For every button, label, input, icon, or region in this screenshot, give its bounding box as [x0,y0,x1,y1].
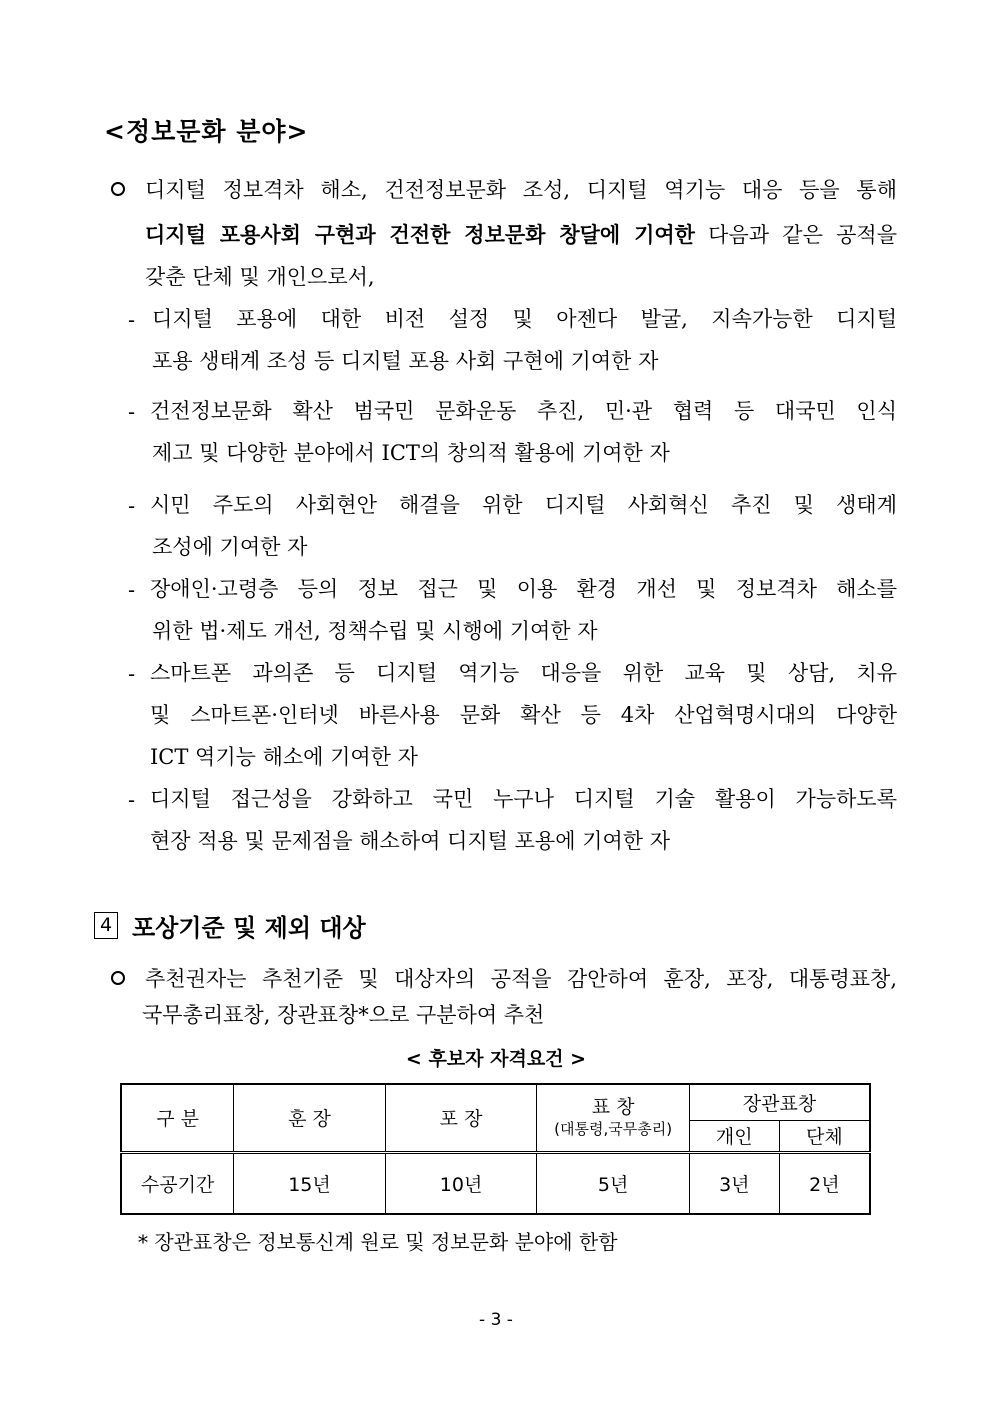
cell-badge: 10년 [385,1152,537,1214]
item-2-line-2: 제고 및 다양한 분야에서 ICT의 창의적 활용에 기여한 자 [152,441,670,465]
header-medal: 훈 장 [234,1084,386,1152]
item-4-line-2: 위한 법·제도 개선, 정책수립 및 시행에 기여한 자 [152,619,598,643]
cell-group: 2년 [779,1152,870,1214]
item-5-line-1: 스마트폰 과의존 등 디지털 역기능 대응을 위한 교육 및 상담, 치유 [150,661,897,685]
cell-medal: 15년 [234,1152,386,1214]
table-caption: < 후보자 자격요건 > [405,1048,587,1070]
section-4-title: 포상기준 및 제외 대상 [132,913,366,942]
circle-bullet-icon [111,182,125,196]
section-4-line-1: 추천권자는 추천기준 및 대상자의 공적을 감안하여 훈장, 포장, 대통령표창, [145,967,897,991]
intro-line-3: 갖춘 단체 및 개인으로서, [145,265,375,289]
item-3-line-2: 조성에 기여한 자 [152,535,308,559]
item-2-line-1: 건전정보문화 확산 범국민 문화운동 추진, 민·관 협력 등 대국민 인식 [150,399,897,423]
item-3-line-1: 시민 주도의 사회현안 해결을 위한 디지털 사회혁신 추진 및 생태계 [150,493,897,517]
item-1-line-1: 디지털 포용에 대한 비전 설정 및 아젠다 발굴, 지속가능한 디지털 [152,307,897,331]
header-individual: 개인 [689,1120,779,1152]
dash-bullet: - [128,788,136,812]
item-6-line-2: 현장 적용 및 문제점을 해소하여 디지털 포용에 기여한 자 [150,829,670,853]
item-4-line-1: 장애인·고령층 등의 정보 접근 및 이용 환경 개선 및 정보격차 해소를 [150,577,897,601]
header-commendation-sub: (대통령,국무총리) [554,1119,673,1138]
section-title: <정보문화 분야> [104,117,309,146]
footnote: * 장관표창은 정보통신계 원로 및 정보문화 분야에 한함 [138,1230,618,1254]
item-1-line-2: 포용 생태계 조성 등 디지털 포용 사회 구현에 기여한 자 [152,349,659,373]
header-commendation-label: 표 창 [591,1095,635,1118]
circle-bullet-icon [111,971,125,985]
item-5-line-3: ICT 역기능 해소에 기여한 자 [150,745,418,769]
intro-line-2 [145,220,897,250]
page-number: - 3 - [479,1310,513,1330]
intro-bold: 디지털 포용사회 구현과 건전한 정보문화 창달에 기여한 [145,222,695,247]
item-5-line-2: 및 스마트폰·인터넷 바른사용 문화 확산 등 4차 산업혁명시대의 다양한 [150,703,897,727]
header-commendation [537,1084,690,1152]
row-label: 수공기간 [121,1152,234,1214]
dash-bullet: - [128,578,136,602]
intro-line-1: 디지털 정보격차 해소, 건전정보문화 조성, 디지털 역기능 대응 등을 통해 [145,178,897,202]
dash-bullet: - [128,308,136,332]
cell-commendation: 5년 [537,1152,690,1214]
dash-bullet: - [128,400,136,424]
dash-bullet: - [128,662,136,686]
header-group: 단체 [779,1120,870,1152]
cell-individual: 3년 [689,1152,779,1214]
header-category: 구 분 [121,1084,234,1152]
header-badge: 포 장 [385,1084,537,1152]
header-minister: 장관표창 [689,1084,870,1120]
table-row [121,1152,870,1214]
dash-bullet: - [128,494,136,518]
item-6-line-1: 디지털 접근성을 강화하고 국민 누구나 디지털 기술 활용이 가능하도록 [150,787,897,811]
section-number-box: 4 [94,912,118,939]
requirements-table [120,1083,871,1215]
intro-rest: 다음과 같은 공적을 [694,223,897,247]
section-4-line-2: 국무총리표창, 장관표창*으로 구분하여 추천 [142,1003,545,1027]
